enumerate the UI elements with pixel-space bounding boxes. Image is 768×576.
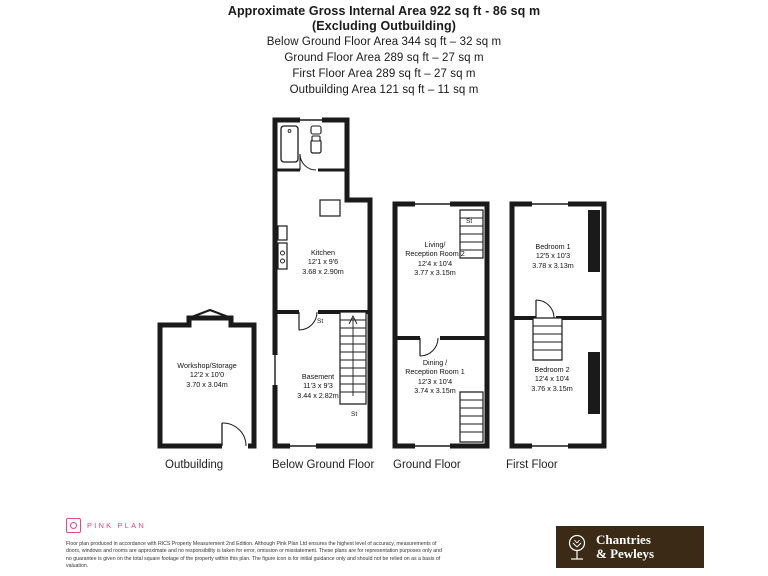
- stair-tag-ground: St: [466, 218, 473, 225]
- stair-tag-below-ground: St: [317, 318, 324, 325]
- room-metric: 3.76 x 3.15m: [531, 383, 573, 393]
- room-label-bedroom-1: [515, 242, 591, 270]
- caption-outbuilding: Outbuilding: [165, 459, 224, 471]
- room-metric: 3.78 x 3.13m: [532, 260, 574, 270]
- pink-plan-icon: [66, 518, 81, 533]
- room-metric: 3.74 x 3.15m: [414, 386, 456, 396]
- agency-name-line2: & Pewleys: [596, 546, 655, 561]
- room-label-dining: [396, 358, 474, 396]
- room-label-workshop: [160, 361, 254, 389]
- room-metric: 3.70 x 3.04m: [186, 379, 228, 389]
- caption-first-floor: First Floor: [506, 459, 558, 471]
- agency-name: [596, 533, 654, 562]
- room-name: Basement: [301, 372, 335, 381]
- room-imperial: 12'1 x 9'6: [307, 257, 339, 267]
- room-name-line2: Reception Room 1: [405, 367, 465, 377]
- room-name: Bedroom 1: [535, 242, 571, 251]
- room-imperial: 12'4 x 10'4: [417, 258, 453, 268]
- agency-name-line1: Chantries: [596, 531, 651, 547]
- room-name: Workshop/Storage: [177, 361, 237, 370]
- plan-subtitle: (Excluding Outbuilding): [312, 19, 456, 33]
- area-line-below-ground: Below Ground Floor Area 344 sq ft – 32 sq m: [266, 36, 502, 48]
- stairs-ground-lower: [460, 392, 483, 442]
- room-name-line1: Living/: [424, 240, 446, 249]
- room-label-kitchen: [278, 248, 368, 276]
- room-name-line2: Reception Room 2: [405, 249, 465, 259]
- room-name: Kitchen: [311, 248, 335, 257]
- agency-brand-block: [556, 526, 704, 568]
- caption-ground-floor: Ground Floor: [393, 459, 461, 471]
- first-floor-outline: [512, 204, 604, 446]
- room-imperial: 12'2 x 10'0: [189, 370, 225, 380]
- area-line-first: First Floor Area 289 sq ft – 27 sq m: [292, 68, 476, 80]
- room-metric: 3.77 x 3.15m: [414, 268, 456, 278]
- room-name-line1: Dining /: [422, 358, 448, 367]
- room-imperial: 12'5 x 10'3: [535, 251, 571, 261]
- room-name: Bedroom 2: [534, 365, 570, 374]
- stairs-first: [533, 318, 562, 360]
- room-metric: 3.44 x 2.82m: [297, 390, 339, 400]
- room-label-basement: [277, 372, 359, 400]
- tree-icon: [565, 534, 589, 560]
- disclaimer-text: Floor plan produced in accordance with RICS Property Measurement 2nd Edition. Although Pink Plan Ltd ensures the highest level of accuracy, measurements of doors, windows and rooms are approximate and no responsibility is taken for error, omission or misstatement. These plans are for representation purposes only and no guarantee is given on the total square footage of the property within this plan. The figure icon is for initial guidance only and should not be relied on as a basis of valuation.: [66, 541, 442, 570]
- area-line-outbuilding: Outbuilding Area 121 sq ft – 11 sq m: [289, 84, 479, 96]
- room-metric: 3.68 x 2.90m: [302, 266, 344, 276]
- room-label-bedroom-2: [514, 365, 590, 393]
- room-imperial: 11'3 x 9'3: [303, 381, 333, 391]
- pink-plan-label: PINK PLAN: [87, 521, 146, 530]
- room-imperial: 12'4 x 10'4: [534, 374, 570, 384]
- room-label-living: [396, 240, 474, 278]
- stair-tag-basement-lower: St: [351, 411, 358, 418]
- plan-title: Approximate Gross Internal Area 922 sq ft - 86 sq m: [227, 4, 541, 18]
- pink-plan-logo: [66, 518, 146, 533]
- caption-below-ground-floor: Below Ground Floor: [272, 459, 375, 471]
- room-imperial: 12'3 x 10'4: [417, 376, 453, 386]
- area-line-ground: Ground Floor Area 289 sq ft – 27 sq m: [284, 52, 484, 64]
